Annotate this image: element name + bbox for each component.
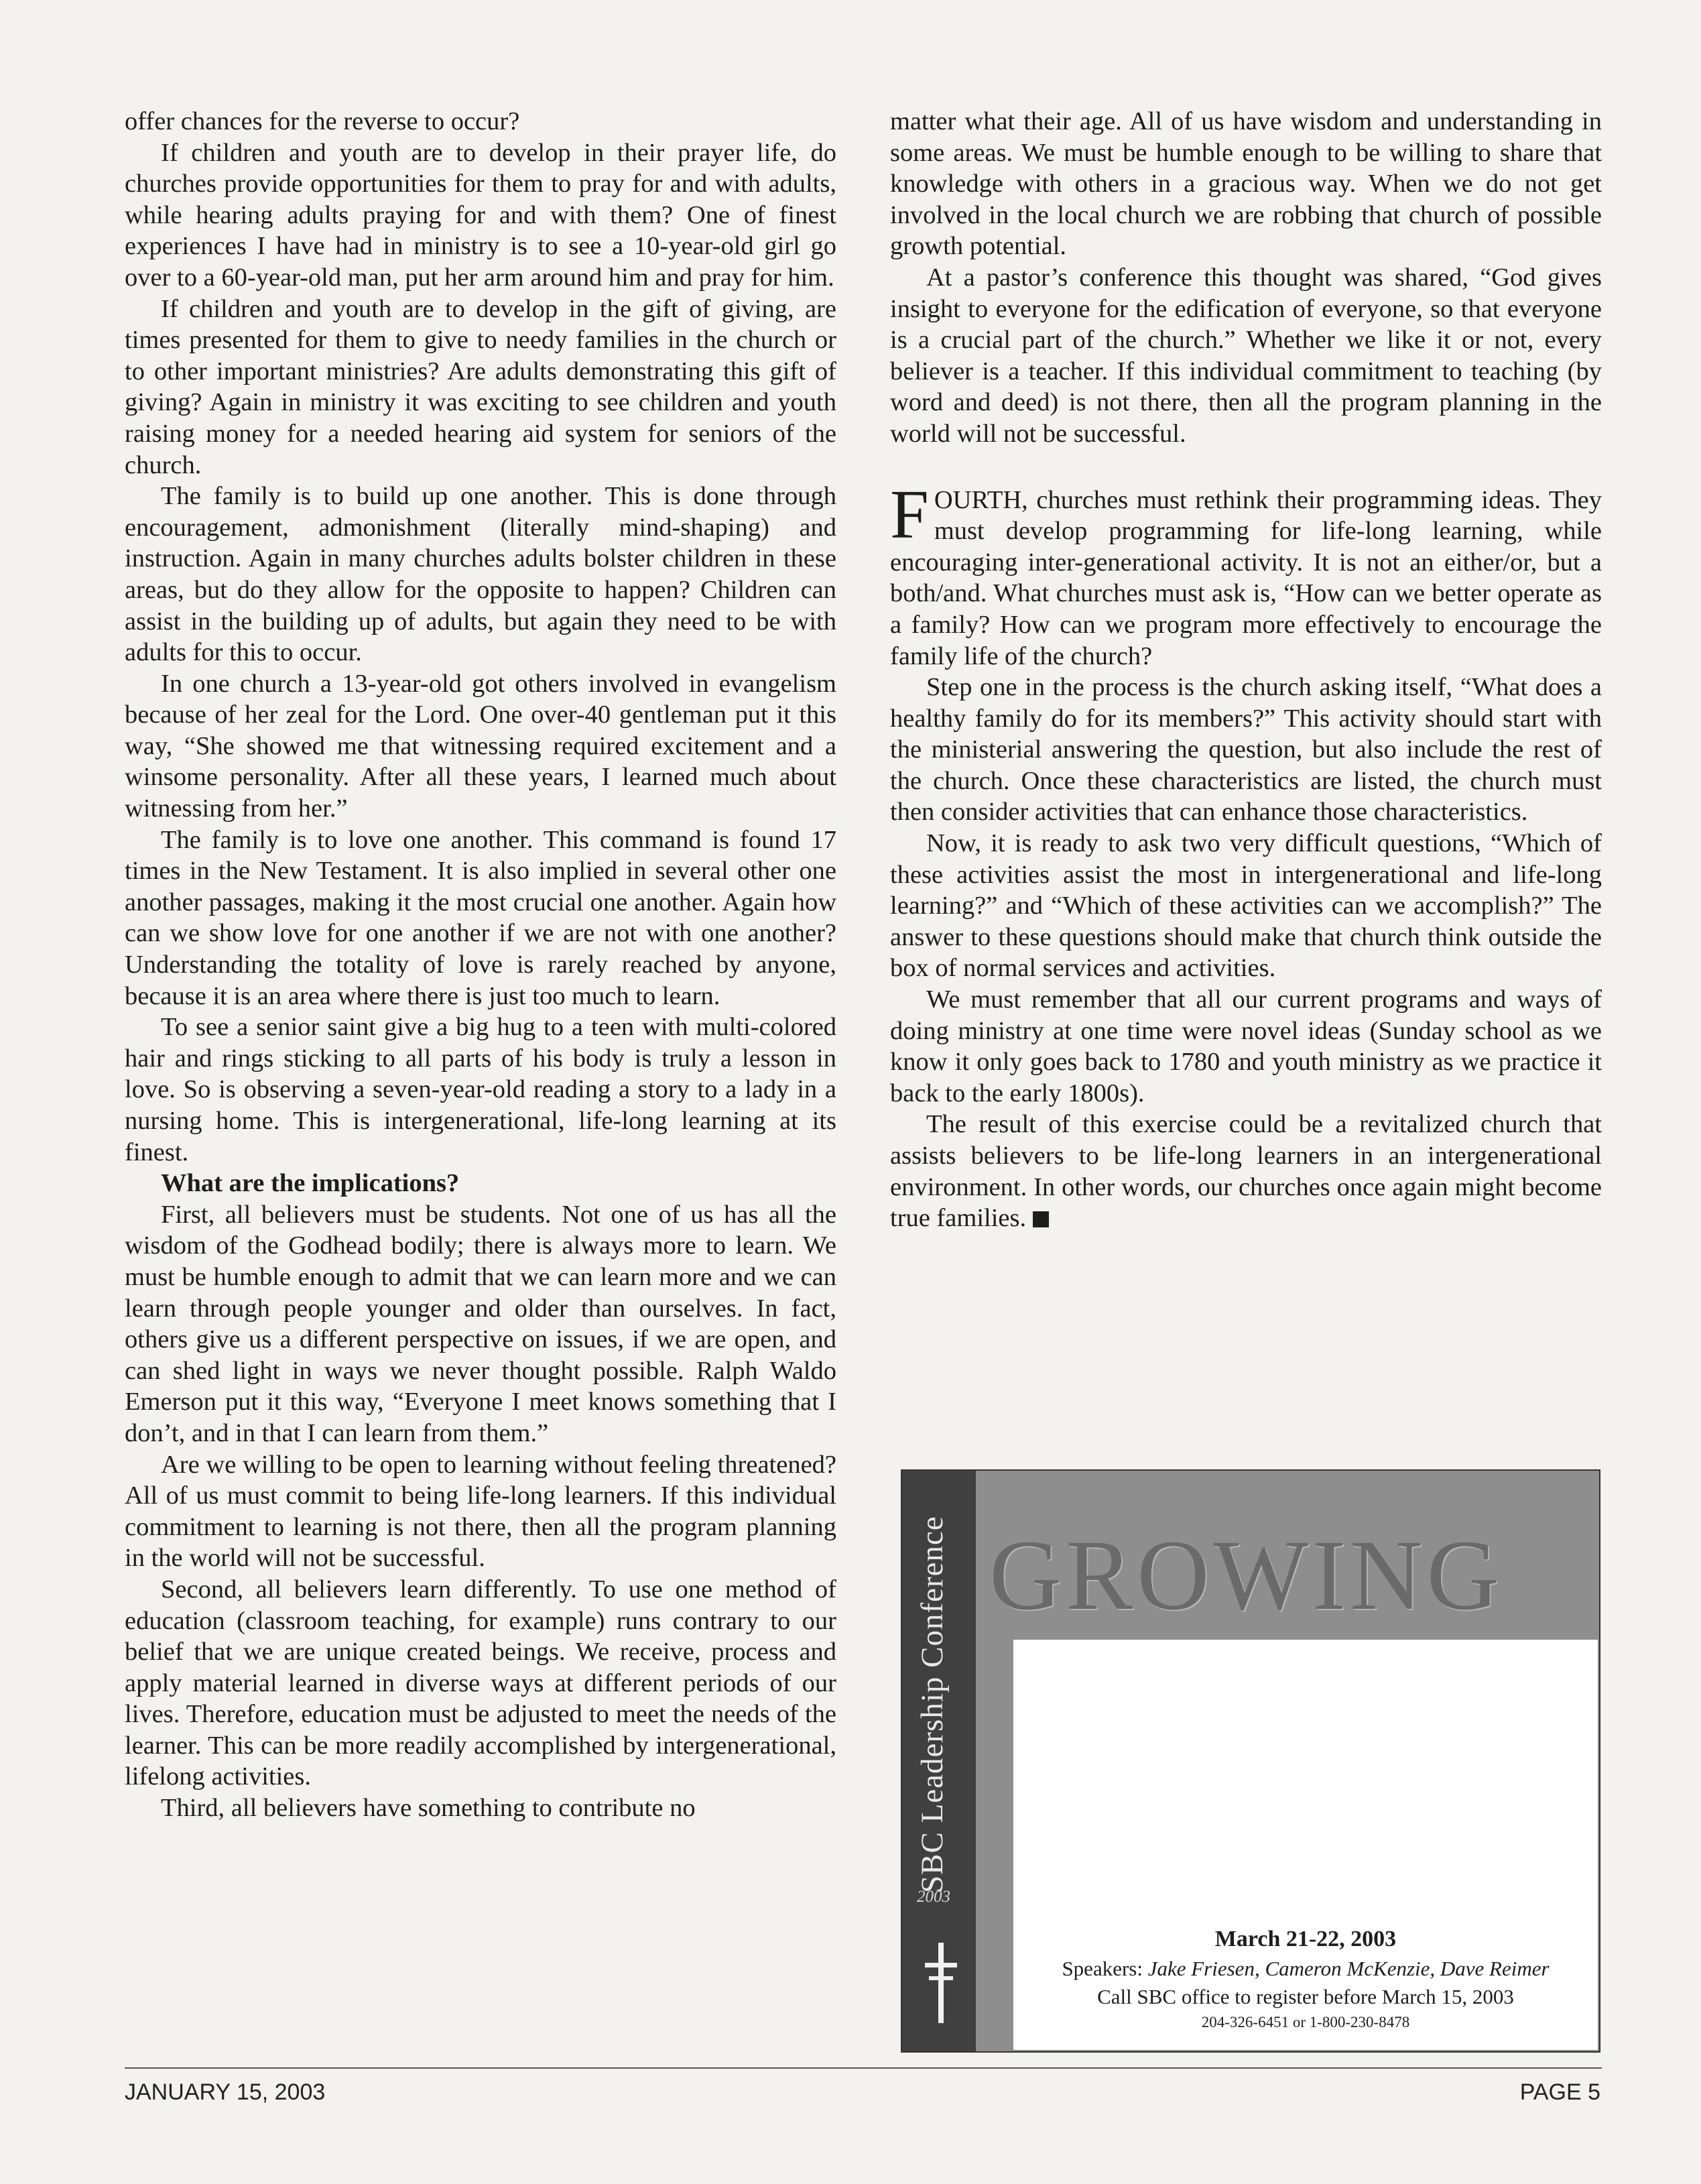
paragraph: In one church a 13-year-old got others involved in evangelism because of her zeal for the Lord. One over-40 gentleman put it this way, “She showed me that witnessing required excitement and a winsome personality. After all these years, I learned much about witnessing from her.” [125,669,836,823]
paragraph: offer chances for the reverse to occur? [125,107,520,135]
paragraph: If children and youth are to develop in their prayer life, do churches provide opportunities for them to pray for and with adults, while hearing adults praying for and with them? One of finest experiences I have had in ministry is to see a 10-year-old girl go over to a 60-year-old man, put her arm around him and pray for him. [125,138,836,292]
paragraph: matter what their age. All of us have wisdom and understanding in some areas. We must be humble enough to be willing to share that knowledge with others in a gracious way. When we do not get involved in the local church we are robbing that church of possible growth potential. [890,107,1602,261]
dropcap-text: OURTH, churches must rethink their programming ideas. They must develop programming for life-long learning, while encouraging inter-generational activity. It is not an either/or, but a both/and. What churches must ask is, “How can we better operate as a family? How can we program more effectively to encourage the family life of the church? [890,485,1602,670]
ad-register: Call SBC office to register before March 15, 2003 [1097,1985,1514,2008]
left-column [125,106,836,1824]
ad-title: GROWING [989,1520,1503,1631]
end-mark [1033,1211,1049,1227]
ad-vertical-title: SBC Leadership Conference [915,1516,950,1893]
paragraph: Second, all believers learn differently. To use one method of education (classroom teaching, for example) runs contrary to our belief that we are unique created beings. We receive, process and apply material learned in diverse ways at different periods of our lives. Therefore, education must be adjusted to meet the needs of the learner. This can be more readily accomplished by intergenerational, lifelong activities. [125,1575,836,1791]
ad-speakers [1013,1955,1598,1983]
ad-year: 2003 [917,1888,950,1906]
ad-phone: 204-326-6451 or 1-800-230-8478 [1201,2014,1410,2030]
footer-page-number: PAGE 5 [1519,2079,1600,2105]
paragraph: Are we willing to be open to learning without feeling threatened? All of us must commit to being life-long learners. If this individual commitment to learning is not there, then all the program planning in the world will not be successful. [125,1450,836,1573]
ad-speaker-names: Jake Friesen, Cameron McKenzie, Dave Reimer [1147,1957,1550,1980]
footer-rule [125,2067,1602,2069]
dropcap-paragraph [890,475,1602,672]
cross-icon [921,1943,961,2023]
dropcap-letter: F [890,475,929,553]
paragraph: The family is to love one another. This command is found 17 times in the New Testament. It is also implied in several other one another passages, making it the most crucial one another. Again how can we show love for one another if we are not with one another? Understanding the totality of love is rarely reached by anyone, because it is an area where there is just too much to learn. [125,825,836,1010]
paragraph: We must remember that all our current programs and ways of doing ministry at one time were novel ideas (Sunday school as we know it only goes back to 1780 and youth ministry as we practice it back to the early 1800s). [890,985,1602,1107]
ad-date: March 21-22, 2003 [1214,1927,1397,1951]
paragraph: Step one in the process is the church asking itself, “What does a healthy family do for its members?” This activity should start with the ministerial answering the question, but also include the rest of the church. Once these characteristics are listed, the church must then consider activities that can enhance those characteristics. [890,673,1602,827]
ad-info [1013,1924,1598,2034]
conference-ad [901,1469,1600,2053]
paragraph: Third, all believers have something to contribute no [161,1794,696,1823]
paragraph: Now, it is ready to ask two very difficult questions, “Which of these activities assist the most in intergenerational and life-long learning?” and “Which of these activities can we accomplish?” The answer to these questions should make that church think outside the box of normal services and activities. [890,829,1602,983]
section-heading: What are the implications? [161,1169,460,1198]
paragraph: The result of this exercise could be a revitalized church that assists believers to be life-long learners in an intergenerational environment. In other words, our churches once again might become true families. [890,1110,1602,1233]
footer-date: JANUARY 15, 2003 [125,2079,326,2105]
paragraph: The family is to build up one another. This is done through encouragement, admonishment (literally mind-shaping) and instruction. Again in many churches adults bolster children in these areas, but do they allow for the opposite to happen? Children can assist in the building up of adults, but again they need to be with adults for this to occur. [125,482,836,667]
paragraph: If children and youth are to develop in the gift of giving, are times presented for them to give to needy families in the church or to other important ministries? Are adults demonstrating this gift of giving? Again in ministry it was exciting to see children and youth raising money for a needed hearing aid system for seniors of the church. [125,294,836,479]
paragraph: To see a senior saint give a big hug to a teen with multi-colored hair and rings sticking to all parts of his body is truly a lesson in love. So is observing a seven-year-old reading a story to a lady in a nursing home. This is intergenerational, life-long learning at its finest. [125,1013,836,1166]
paragraph: At a pastor’s conference this thought was shared, “God gives insight to everyone for the edification of everyone, so that everyone is a crucial part of the church.” Whether we like it or not, every believer is a teacher. If this individual commitment to teaching (by word and deed) is not there, then all the program planning in the world will not be successful. [890,263,1602,448]
paragraph: First, all believers must be students. Not one of us has all the wisdom of the Godhead bodily; there is always more to learn. We must be humble enough to admit that we can learn more and we can learn through people younger and older than ourselves. In fact, others give us a different perspective on issues, if we are open, and can shed light in ways we never thought possible. Ralph Waldo Emerson put it this way, “Everyone I meet knows something that I don’t, and in that I can learn from them.” [125,1200,836,1447]
ad-speakers-label: Speakers: [1062,1957,1143,1980]
right-column [890,106,1602,1234]
